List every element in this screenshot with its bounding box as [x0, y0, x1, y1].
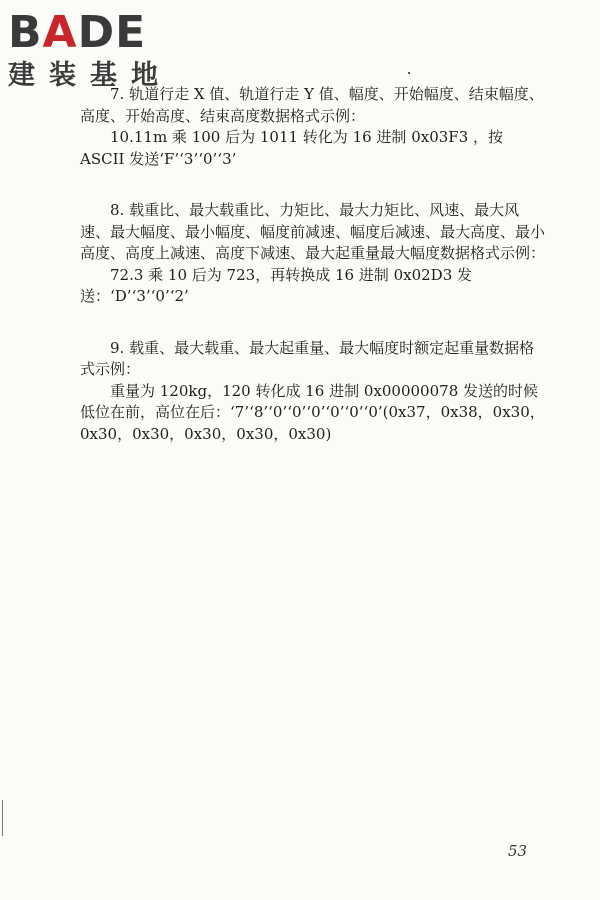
logo-subtitle: 建装基地 — [8, 60, 172, 91]
logo-wordmark: BADE — [8, 7, 147, 58]
margin-mark — [2, 800, 3, 836]
page-number: 53 — [508, 842, 528, 860]
section-8-example: 72.3 乘 10 后为 723，再转换成 16 进制 0x02D3 发送：‘D’‘3’‘0’‘2’ — [80, 265, 473, 305]
section-7-heading: 7. 轨道行走 X 值、轨道行走 Y 值、幅度、开始幅度、结束幅度、高度、开始高度、结束高度数据格式示例： — [80, 85, 544, 125]
bade-logo — [8, 8, 172, 92]
section-8-heading: 8. 载重比、最大载重比、力矩比、最大力矩比、风速、最大风速、最大幅度、最小幅度、幅度前减速、幅度后减速、最大高度、最小高度、高度上减速、高度下减速、最大起重量最大幅度数据格式示例： — [80, 201, 546, 262]
section-9-heading: 9. 载重、最大载重、最大起重量、最大幅度时额定起重量数据格式示例： — [80, 338, 535, 378]
section-7-example: 10.11m 乘 100 后为 1011 转化为 16 进制 0x03F3 ，按 ASCII 发送‘F’‘3’‘0’‘3’ — [80, 128, 504, 168]
section-9-example: 重量为 120kg，120 转化成 16 进制 0x00000078 发送的时候低位在前，高位在后：‘7’‘8’‘0’‘0’‘0’‘0’‘0’‘0’(0x37，0x38，0x30，0x30，0x30，0x30，0x30，0x30) — [80, 381, 545, 443]
scan-speck — [408, 72, 410, 74]
document-body — [80, 84, 546, 445]
